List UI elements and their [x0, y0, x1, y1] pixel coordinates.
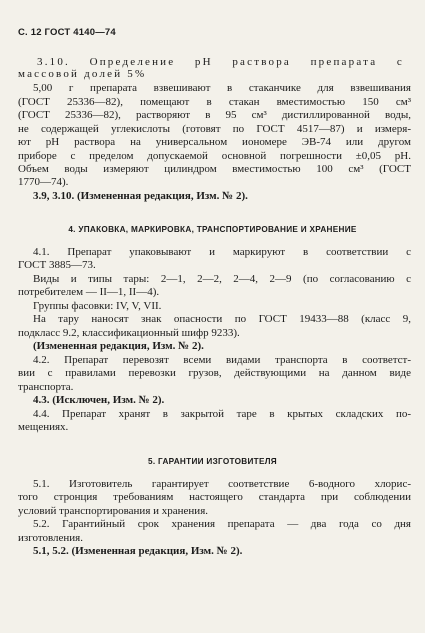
text-line: 4.1. Препарат упаковывают и маркируют в соответствии с: [33, 246, 411, 258]
text-line: 5,00 г препарата взвешивают в стаканчике для взвешивания: [33, 82, 411, 94]
text-line: изготовления.: [18, 532, 83, 544]
text-line: (ГОСТ 25336—82), растворяют в 95 см³ дистиллированной воды,: [18, 109, 411, 121]
text-line: 1770—74).: [18, 176, 69, 188]
text-line: приборе с пределом допускаемой основной погрешности ±0,05 рН.: [18, 150, 411, 162]
section-4-heading: 4. УПАКОВКА, МАРКИРОВКА, ТРАНСПОРТИРОВАНИЕ И ХРАНЕНИЕ: [68, 225, 357, 234]
text-line: ГОСТ 3885—73.: [18, 259, 96, 271]
text-line: условий транспортирования и хранения.: [18, 505, 209, 517]
section-3-10-title-cont: массовой долей 5%: [18, 68, 147, 80]
text-line: не содержащей углекислоты (готовят по ГОСТ 4517—87) и измеря-: [18, 123, 411, 135]
section-3-10-title: 3.10. Определение рН раствора препарата с: [37, 56, 404, 68]
amendment-note: 3.9, 3.10. (Измененная редакция, Изм. № 2).: [33, 190, 248, 202]
text-line: 5.1. Изготовитель гарантирует соответствие 6-водного хлорис-: [33, 478, 411, 490]
text-line: подкласс 9.2, классификационный шифр 9233).: [18, 327, 240, 339]
text-line: 4.2. Препарат перевозят всеми видами транспорта в соответст-: [33, 354, 411, 366]
text-line: транспорта.: [18, 381, 74, 393]
text-line: мещениях.: [18, 421, 69, 433]
amendment-note: 4.3. (Исключен, Изм. № 2).: [33, 394, 165, 406]
text-line: Объем воды измеряют цилиндром вместимостью 100 см³ (ГОСТ: [18, 163, 411, 175]
text-line: 4.4. Препарат хранят в закрытой таре в крытых складских по-: [33, 408, 411, 420]
text-line: Виды и типы тары: 2—1, 2—2, 2—4, 2—9 (по согласованию с: [33, 273, 411, 285]
text-line: 5.2. Гарантийный срок хранения препарата — два года со дня: [33, 518, 411, 530]
text-line: вии с правилами перевозки грузов, действующими на данном виде: [18, 367, 411, 379]
amendment-note: 5.1, 5.2. (Измененная редакция, Изм. № 2).: [33, 545, 243, 557]
text-line: того стронция требованиям настоящего стандарта при соблюдении: [18, 491, 411, 503]
text-line: Группы фасовки: IV, V, VII.: [33, 300, 162, 312]
text-line: потребителем — II—1, II—4).: [18, 286, 160, 298]
text-line: ют рН раствора на универсальном иономере ЭВ-74 или другом: [18, 136, 411, 148]
text-line: (ГОСТ 25336—82), помещают в стакан вместимостью 150 см³: [18, 96, 411, 108]
section-5-heading: 5. ГАРАНТИИ ИЗГОТОВИТЕЛЯ: [148, 457, 277, 466]
page-header: С. 12 ГОСТ 4140—74: [18, 27, 116, 38]
amendment-note: (Измененная редакция, Изм. № 2).: [33, 340, 204, 352]
text-line: На тару наносят знак опасности по ГОСТ 19433—88 (класс 9,: [33, 313, 411, 325]
